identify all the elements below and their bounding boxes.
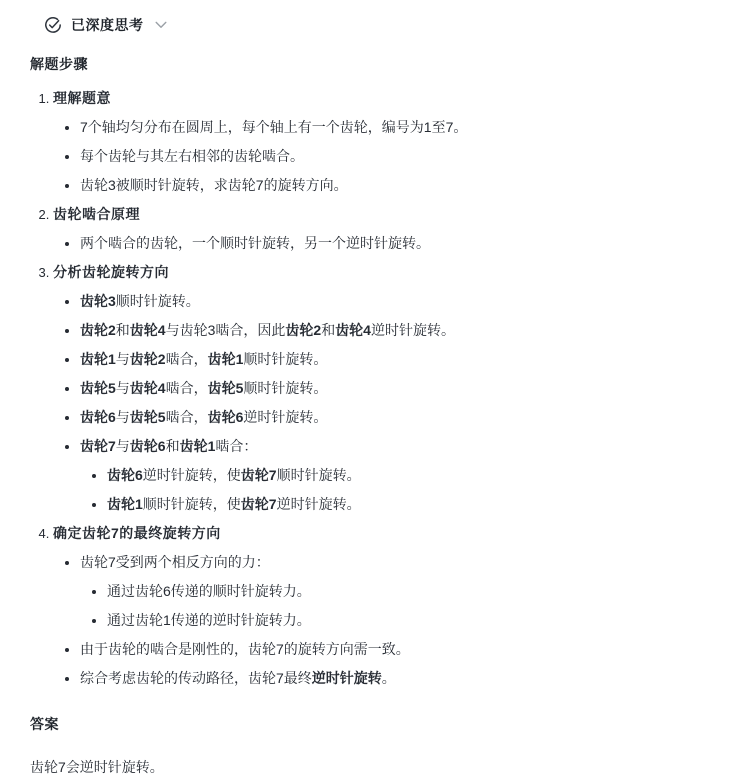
bullet-text — [80, 380, 327, 396]
bold-text-run: 齿轮1 — [207, 351, 244, 367]
text-run: 齿轮7受到两个相反方向的力： — [80, 554, 270, 570]
bullet-list — [80, 581, 722, 630]
bullet-item — [107, 494, 722, 514]
bullet-list — [80, 465, 722, 514]
text-run: 每个齿轮与其左右相邻的齿轮啮合。 — [80, 148, 304, 164]
bold-text-run: 齿轮1 — [179, 438, 216, 454]
text-run: 7个轴均匀分布在圆周上，每个轴上有一个齿轮，编号为1至7。 — [80, 119, 468, 135]
step-item — [53, 88, 722, 195]
bold-text-run: 齿轮7 — [80, 438, 116, 454]
text-run: 顺时针旋转。 — [243, 351, 328, 367]
bullet-text — [107, 467, 361, 483]
solution-steps-list — [30, 88, 722, 688]
step-item — [53, 204, 722, 253]
bullet-text — [80, 119, 467, 135]
chevron-down-icon[interactable] — [155, 21, 167, 29]
bullet-text — [80, 322, 455, 338]
answer-heading: 答案 — [30, 716, 59, 732]
text-run: 与 — [115, 409, 130, 425]
deep-thinking-label: 已深度思考 — [71, 17, 144, 33]
bullet-text — [80, 670, 396, 686]
bullet-text — [80, 641, 410, 657]
bullet-text — [80, 293, 200, 309]
text-run: 啮合， — [165, 409, 208, 425]
bullet-text — [80, 409, 327, 425]
text-run: 逆时针旋转。 — [370, 322, 455, 338]
bullet-text — [80, 148, 304, 164]
bullet-list — [53, 233, 722, 253]
bold-text-run: 齿轮5 — [129, 409, 166, 425]
text-run: 啮合： — [215, 438, 258, 454]
text-run: 顺时针旋转。 — [115, 293, 200, 309]
bold-text-run: 齿轮6 — [207, 409, 244, 425]
bold-text-run: 齿轮4 — [129, 322, 166, 338]
bullet-text — [80, 177, 348, 193]
reasoning-content — [30, 55, 722, 777]
bullet-item — [80, 668, 722, 688]
bold-text-run: 齿轮1 — [107, 496, 143, 512]
bold-text-run: 齿轮2 — [285, 322, 322, 338]
deep-thinking-toggle[interactable] — [44, 14, 722, 36]
text-run: 与 — [115, 438, 130, 454]
bullet-text — [80, 554, 270, 570]
bold-text-run: 齿轮7 — [240, 467, 277, 483]
bullet-item — [80, 320, 722, 340]
text-run: 顺时针旋转。 — [276, 467, 361, 483]
bullet-text — [107, 496, 361, 512]
bullet-item — [80, 349, 722, 369]
bold-text-run: 齿轮3 — [80, 293, 116, 309]
text-run: 与 — [115, 351, 130, 367]
text-run: 。 — [381, 670, 396, 686]
bold-text-run: 齿轮6 — [129, 438, 166, 454]
bold-text-run: 齿轮6 — [107, 467, 143, 483]
text-run: 逆时针旋转。 — [276, 496, 361, 512]
bullet-item — [80, 407, 722, 427]
bold-text-run: 齿轮4 — [335, 322, 371, 338]
bullet-item — [80, 291, 722, 311]
bold-text-run: 齿轮5 — [80, 380, 116, 396]
text-run: 啮合， — [165, 380, 208, 396]
bullet-text — [107, 583, 311, 599]
bold-text-run: 齿轮1 — [80, 351, 116, 367]
bold-text-run: 齿轮2 — [80, 322, 116, 338]
text-run: 逆时针旋转。 — [243, 409, 328, 425]
bold-text-run: 逆时针旋转 — [311, 670, 382, 686]
bullet-item — [80, 378, 722, 398]
bullet-text — [80, 438, 257, 454]
bullet-item — [80, 175, 722, 195]
text-run: 齿轮3被顺时针旋转，求齿轮7的旋转方向。 — [80, 177, 348, 193]
text-run: 由于齿轮的啮合是刚性的，齿轮7的旋转方向需一致。 — [80, 641, 410, 657]
step-item — [53, 523, 722, 688]
step-title: 确定齿轮7的最终旋转方向 — [53, 525, 221, 541]
answer-text: 齿轮7会逆时针旋转。 — [30, 759, 164, 775]
bullet-item — [80, 436, 722, 514]
step-title: 理解题意 — [53, 90, 111, 106]
text-run: 和 — [115, 322, 130, 338]
bold-text-run: 齿轮7 — [240, 496, 277, 512]
bold-text-run: 齿轮2 — [129, 351, 166, 367]
bullet-text — [80, 235, 430, 251]
text-run: 顺时针旋转，使 — [142, 496, 241, 512]
text-run: 两个啮合的齿轮，一个顺时针旋转，另一个逆时针旋转。 — [80, 235, 430, 251]
text-run: 通过齿轮6传递的顺时针旋转力。 — [107, 583, 311, 599]
text-run: 和 — [165, 438, 180, 454]
text-run: 与 — [115, 380, 130, 396]
bullet-item — [80, 233, 722, 253]
bullet-list — [53, 552, 722, 688]
bullet-item — [80, 117, 722, 137]
bullet-item — [107, 465, 722, 485]
bullet-item — [80, 639, 722, 659]
text-run: 综合考虑齿轮的传动路径，齿轮7最终 — [80, 670, 312, 686]
bold-text-run: 齿轮4 — [129, 380, 166, 396]
text-run: 与齿轮3啮合，因此 — [165, 322, 286, 338]
text-run: 啮合， — [165, 351, 208, 367]
step-title: 分析齿轮旋转方向 — [53, 264, 169, 280]
bold-text-run: 齿轮6 — [80, 409, 116, 425]
text-run: 通过齿轮1传递的逆时针旋转力。 — [107, 612, 311, 628]
steps-heading: 解题步骤 — [30, 56, 88, 72]
bullet-text — [80, 351, 327, 367]
bullet-list — [53, 291, 722, 514]
bullet-list — [53, 117, 722, 195]
check-circle-icon — [44, 16, 62, 34]
text-run: 逆时针旋转，使 — [142, 467, 241, 483]
bullet-text — [107, 612, 311, 628]
bullet-item — [80, 552, 722, 630]
step-item — [53, 262, 722, 514]
text-run: 和 — [321, 322, 336, 338]
bullet-item — [80, 146, 722, 166]
bold-text-run: 齿轮5 — [207, 380, 244, 396]
text-run: 顺时针旋转。 — [243, 380, 328, 396]
step-title: 齿轮啮合原理 — [53, 206, 140, 222]
bullet-item — [107, 610, 722, 630]
bullet-item — [107, 581, 722, 601]
